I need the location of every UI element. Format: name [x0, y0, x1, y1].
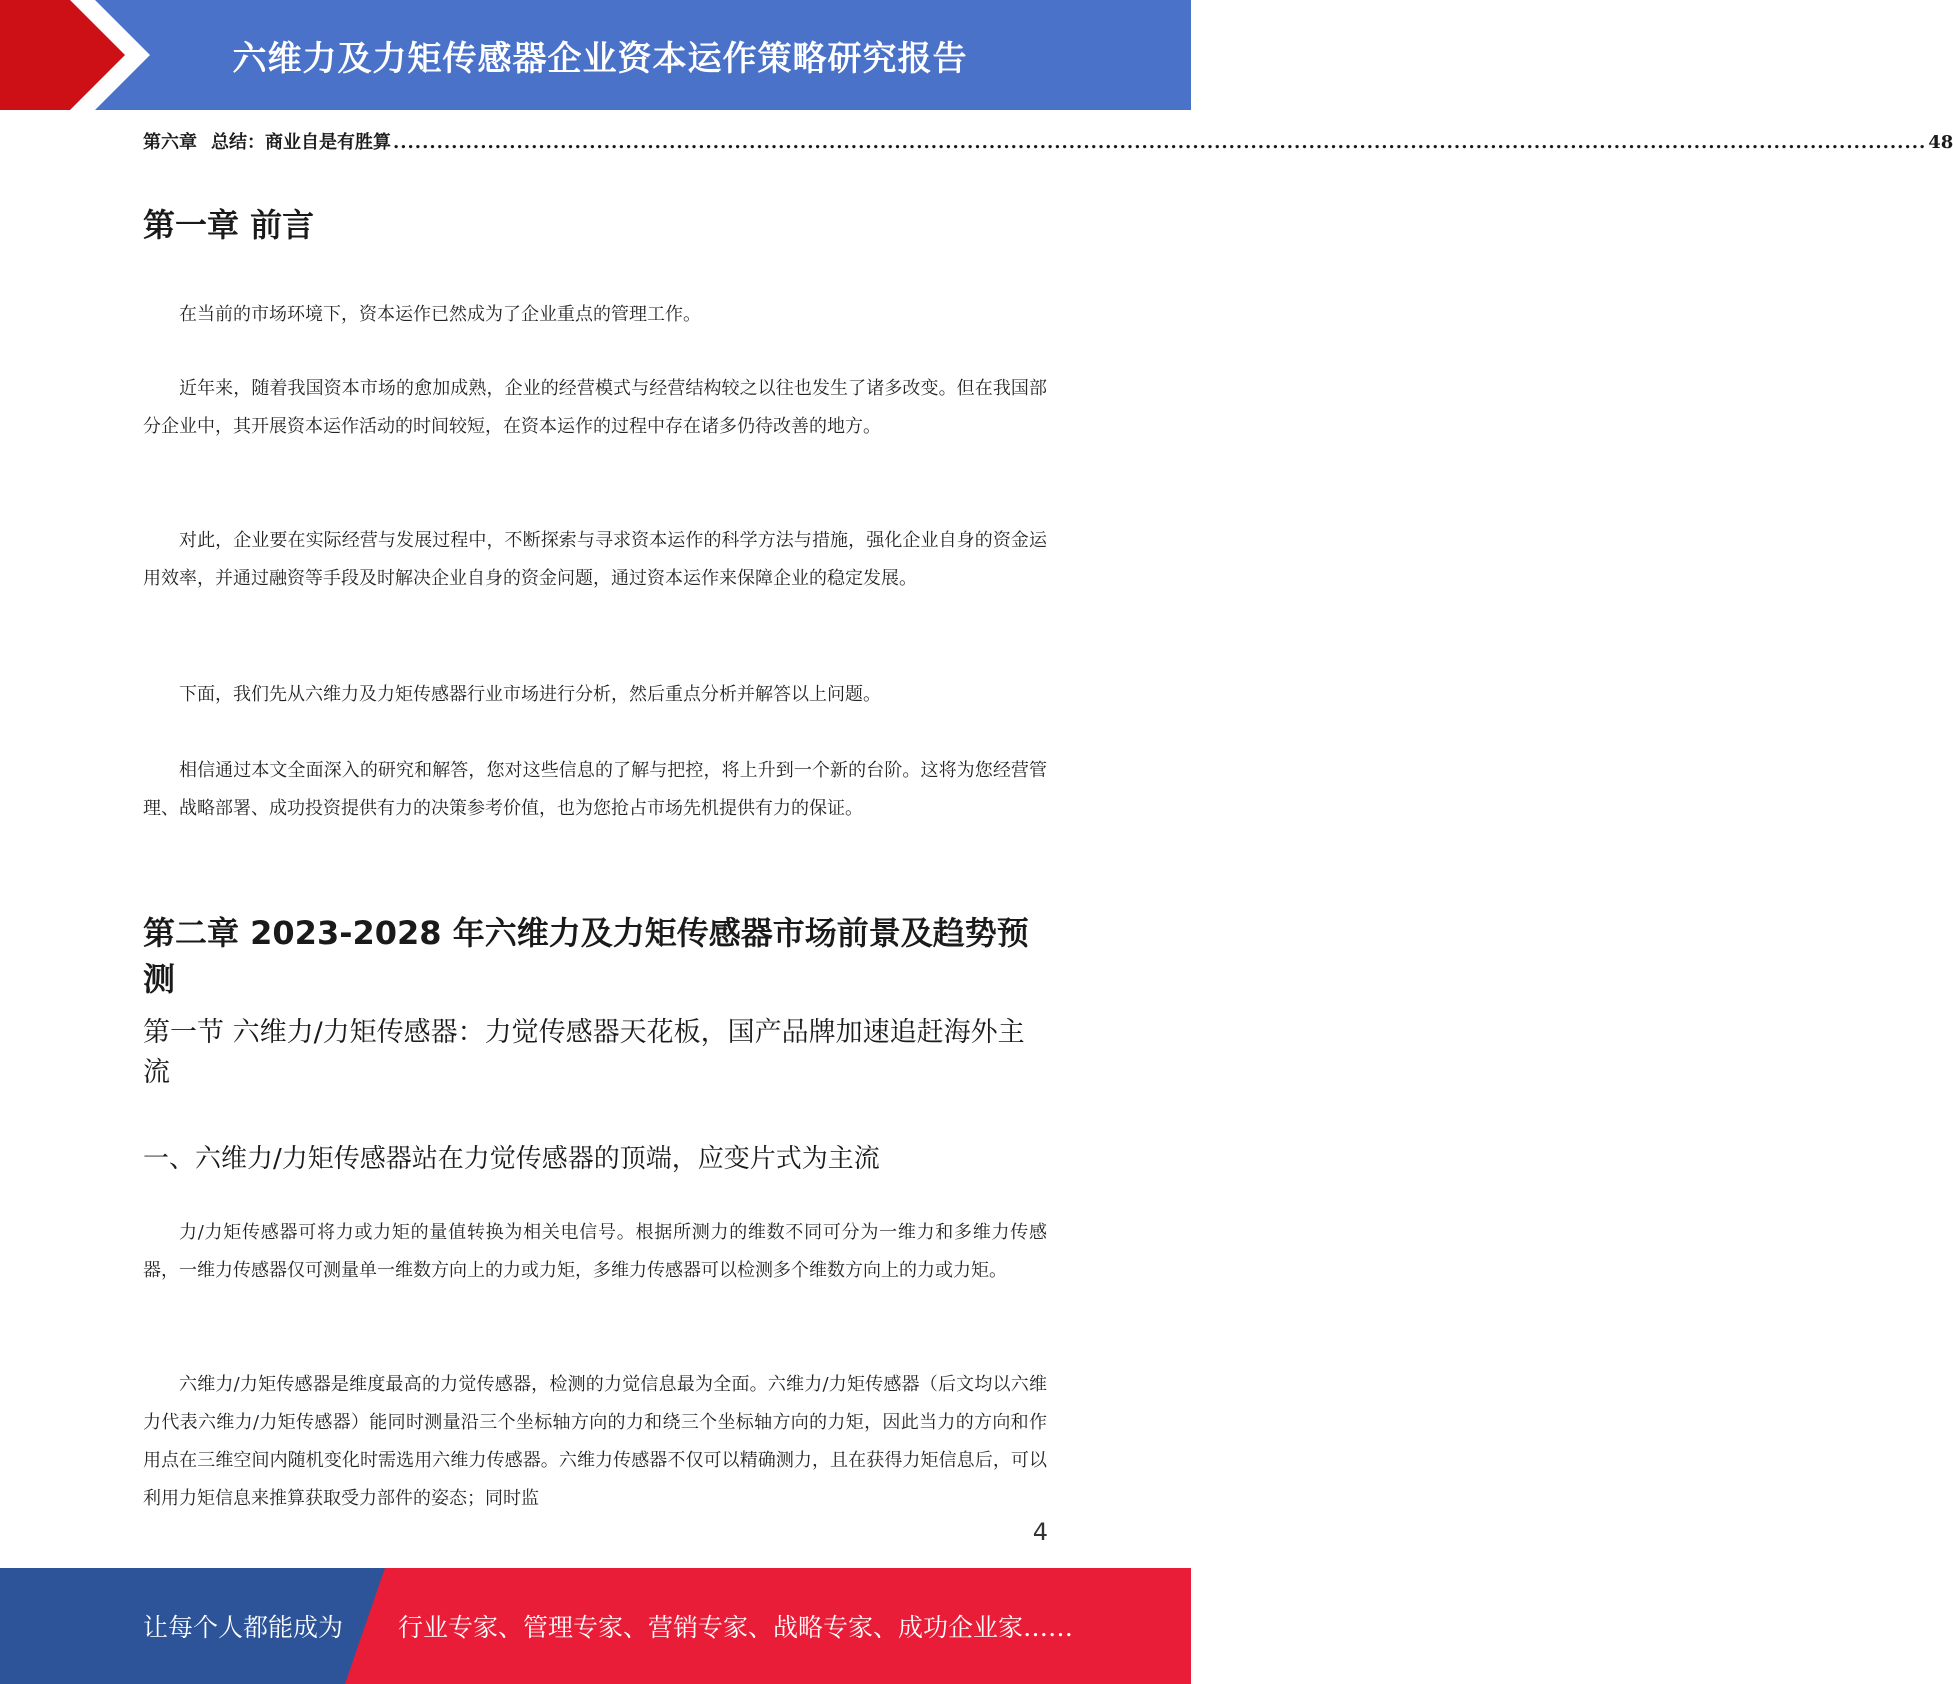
chapter2-paragraph: 六维力/力矩传感器是维度最高的力觉传感器，检测的力觉信息最为全面。六维力/力矩传感器（后文均以六维力代表六维力/力矩传感器）能同时测量沿三个坐标轴方向的力和绕三个坐标轴方向的力矩，因此当力的方向和作用点在三维空间内随机变化时需选用六维力传感器。六维力传感器不仅可以精确测力，且在获得力矩信息后，可以利用力矩信息来推算获取受力部件的姿态；同时监: [143, 1374, 1047, 1509]
chapter1-paragraph: 相信通过本文全面深入的研究和解答，您对这些信息的了解与把控，将上升到一个新的台阶。这将为您经营管理、战略部署、成功投资提供有力的决策参考价值，也为您抢占市场先机提供有力的保证。: [143, 760, 1047, 819]
page-header: [0, 0, 1191, 110]
footer-slogan-left: 让每个人都能成为: [143, 1613, 344, 1642]
toc-page-number: 48: [1928, 132, 1953, 153]
toc-chapter: 第六章: [143, 132, 197, 153]
toc-entry-label: [143, 128, 391, 154]
chapter2-paragraph: 力/力矩传感器可将力或力矩的量值转换为相关电信号。根据所测力的维数不同可分为一维力和多维力传感器，一维力传感器仅可测量单一维数方向上的力或力矩，多维力传感器可以检测多个维数方向上的力或力矩。: [143, 1222, 1047, 1281]
page-footer: [0, 1568, 1191, 1684]
report-title: 六维力及力矩传感器企业资本运作策略研究报告: [232, 38, 968, 79]
footer-slogan-right: 行业专家、管理专家、营销专家、战略专家、成功企业家……: [398, 1613, 1074, 1642]
toc-leader-dots: ...................................................................................................................................................................................................................: [393, 132, 1927, 153]
toc-title: 总结：商业自是有胜算: [211, 132, 391, 153]
toc-entry[interactable]: [143, 128, 1953, 158]
chapter1-paragraph: 下面，我们先从六维力及力矩传感器行业市场进行分析，然后重点分析并解答以上问题。: [179, 684, 881, 705]
chapter2-heading: 第二章 2023-2028 年六维力及力矩传感器市场前景及趋势预测: [143, 914, 1029, 998]
chapter1-heading: 第一章 前言: [143, 206, 315, 244]
section1-heading: 第一节 六维力/力矩传感器：力觉传感器天花板，国产品牌加速追赶海外主流: [143, 1017, 1025, 1088]
chapter1-paragraph: 在当前的市场环境下，资本运作已然成为了企业重点的管理工作。: [179, 304, 701, 325]
chapter1-paragraph: 近年来，随着我国资本市场的愈加成熟，企业的经营模式与经营结构较之以往也发生了诸多改变。但在我国部分企业中，其开展资本运作活动的时间较短，在资本运作的过程中存在诸多仍待改善的地方。: [143, 378, 1047, 437]
subsection1-heading: 一、六维力/力矩传感器站在力觉传感器的顶端，应变片式为主流: [143, 1144, 880, 1174]
chapter1-paragraph: 对此，企业要在实际经营与发展过程中，不断探索与寻求资本运作的科学方法与措施，强化企业自身的资金运用效率，并通过融资等手段及时解决企业自身的资金问题，通过资本运作来保障企业的稳定发展。: [143, 530, 1047, 589]
page-number: 4: [1032, 1518, 1048, 1546]
